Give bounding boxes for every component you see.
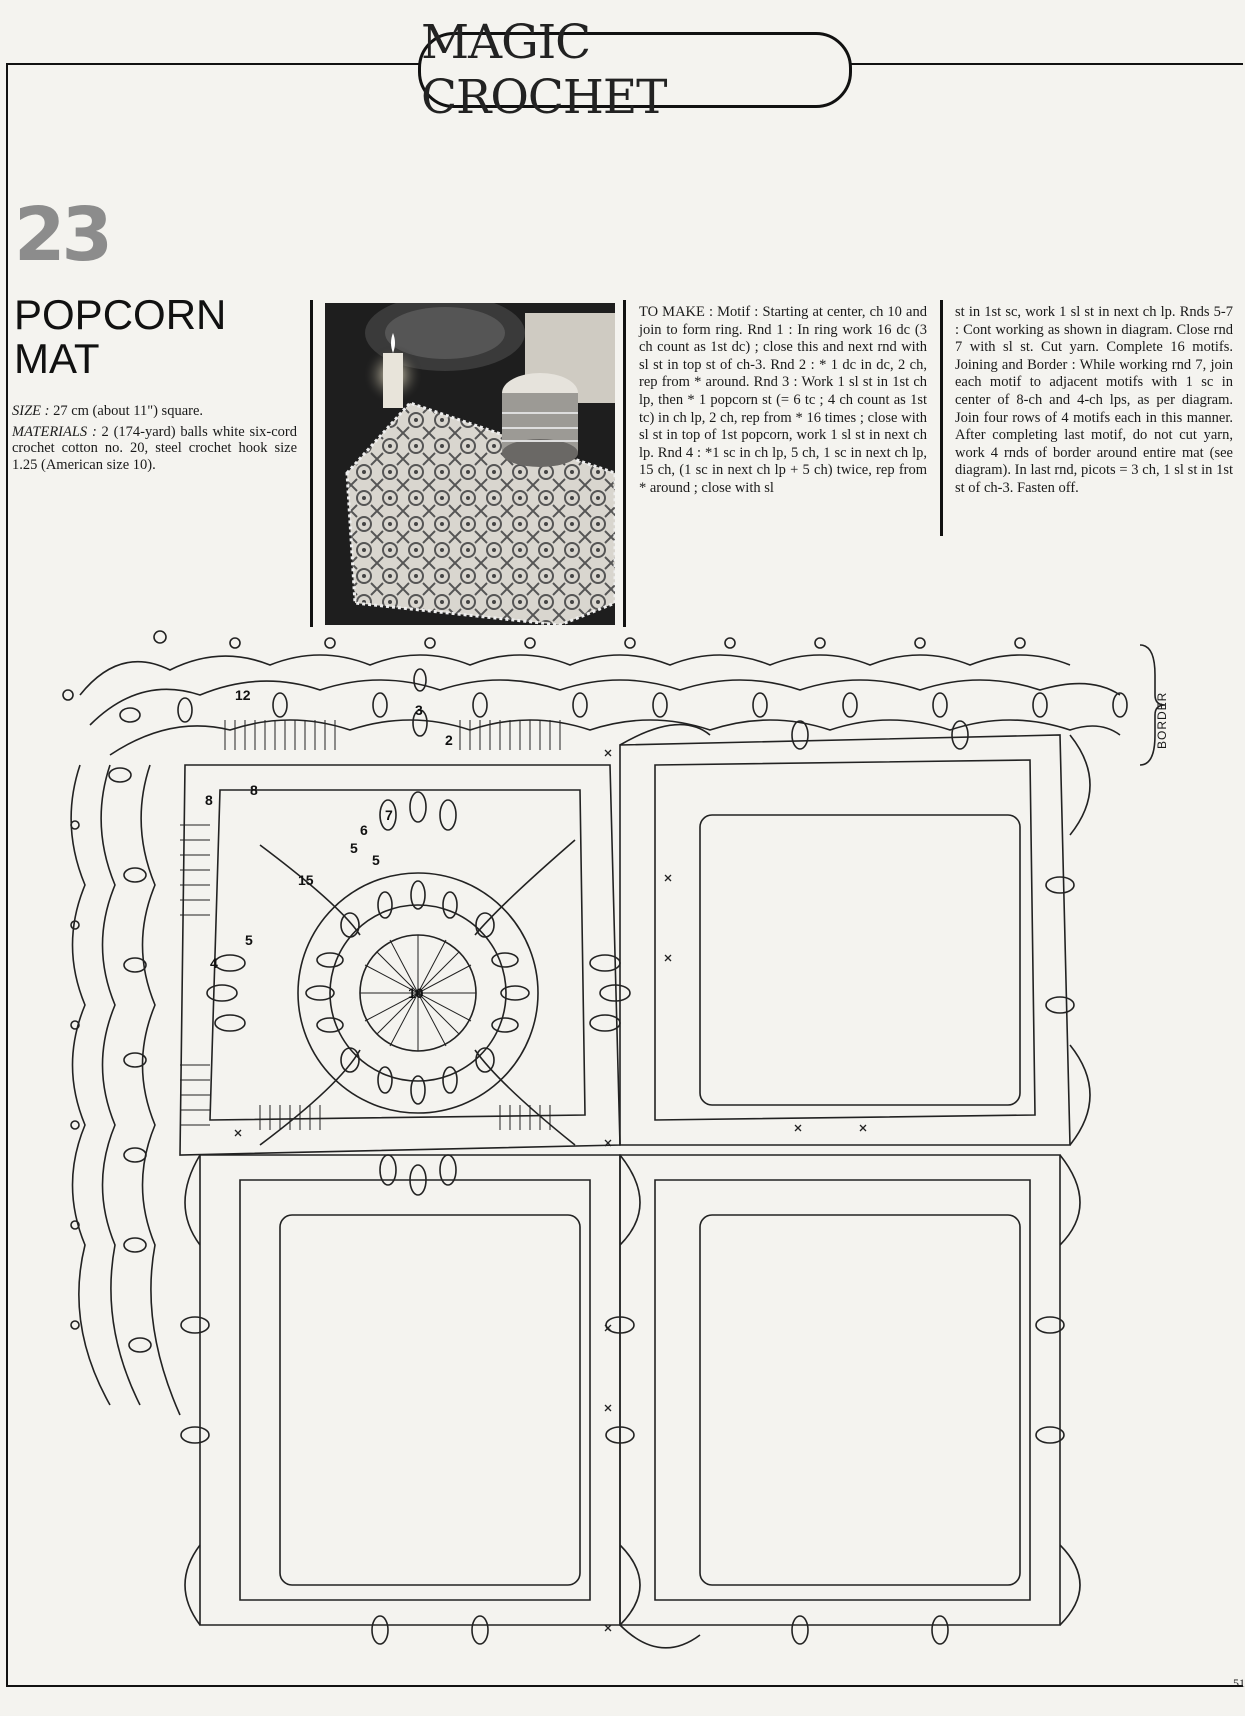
motif-outline-bottom-left — [181, 1155, 640, 1644]
label-8b: 8 — [205, 792, 213, 808]
label-5b: 5 — [372, 852, 380, 868]
border-label: BORDER — [1155, 691, 1169, 749]
pattern-number: 23 — [14, 192, 109, 278]
label-4: 4 — [210, 955, 218, 971]
instructions-col2: st in 1st sc, work 1 sl st in next ch lp. Rnds 5-7 : Cont working as shown in diagram. Close rnd 7 with sl st. Cut yarn. Complete 16 motifs. Joining and Border : While working rnd 7, join each motif to adjacent motifs with 1 sc in center of 8-ch and 4-ch lps, as per diagram. Join four rows of 4 motifs each in this manner. After completing last motif, do not cut yarn, work 4 rnds of border around entire mat (see diagram). In last rnd, picots = 3 ch, 1 sl st in 1st st of ch-3. Fasten off. — [955, 304, 1233, 496]
border-left — [71, 765, 180, 1415]
label-2: 2 — [445, 732, 453, 748]
size-text: 27 cm (about 11") square. — [49, 403, 204, 419]
label-5c: 5 — [245, 932, 253, 948]
label-10: 10 — [408, 985, 424, 1001]
size-label: SIZE : — [12, 403, 50, 419]
materials-text: 2 (174-yard) balls white six-cord crochet cotton no. 20, steel crochet hook size 1.25 (American size 10). — [12, 423, 297, 473]
label-8a: 8 — [250, 782, 258, 798]
specs — [12, 403, 297, 477]
border-scallops-top — [80, 655, 1120, 755]
column-rule-2 — [623, 300, 626, 627]
border-picots — [63, 631, 1025, 700]
column-rule-1 — [310, 300, 313, 627]
pattern-title — [14, 293, 274, 381]
label-15: 15 — [298, 872, 314, 888]
crochet-diagram — [60, 625, 1180, 1690]
label-6: 6 — [360, 822, 368, 838]
column-rule-3 — [940, 300, 943, 536]
materials-label: MATERIALS : — [12, 423, 97, 440]
join-markers — [235, 750, 866, 1631]
pattern-title-line2: MAT — [14, 335, 100, 382]
motif-outline-bottom-right — [620, 1155, 1080, 1648]
size-spec — [12, 403, 297, 420]
label-7: 7 — [385, 807, 393, 823]
magazine-title: MAGIC CROCHET — [418, 32, 852, 108]
crochet-diagram-drawing — [60, 625, 1180, 1690]
page-number: 51 — [1233, 1676, 1245, 1690]
motif-outline-top-right — [620, 721, 1090, 1145]
label-3: 3 — [415, 702, 423, 718]
instructions-col1: TO MAKE : Motif : Starting at center, ch 10 and join to form ring. Rnd 1 : In ring work 16 dc (3 ch count as 1st dc) ; close this and next rnd with sl st in top st of ch-3. Rnd 2 : * 1 dc in dc, 2 ch, rep from * around. Rnd 3 : Work 1 sl st in 1st ch lp, then * 1 popcorn st (= 6 tc ; 4 ch count as 1st tc) in ch lp, 2 ch, rep from * 16 times ; close with sl st in top of 1st popcorn, work 1 sl st in next ch lp. Rnd 4 : *1 sc in ch lp, 5 ch, 1 sc in next ch lp, 15 ch, (1 sc in next ch lp + 5 ch) twice, rep from * around ; close with sl — [639, 304, 927, 496]
motif-stitch-lines — [180, 720, 560, 1130]
label-5a: 5 — [350, 840, 358, 856]
label-12: 12 — [235, 687, 251, 703]
pattern-title-line1: POPCORN — [14, 291, 227, 338]
mat-photo — [325, 303, 615, 625]
border-popcorns — [120, 693, 1127, 722]
mat-photo-image — [325, 303, 615, 625]
materials-spec — [12, 424, 297, 474]
